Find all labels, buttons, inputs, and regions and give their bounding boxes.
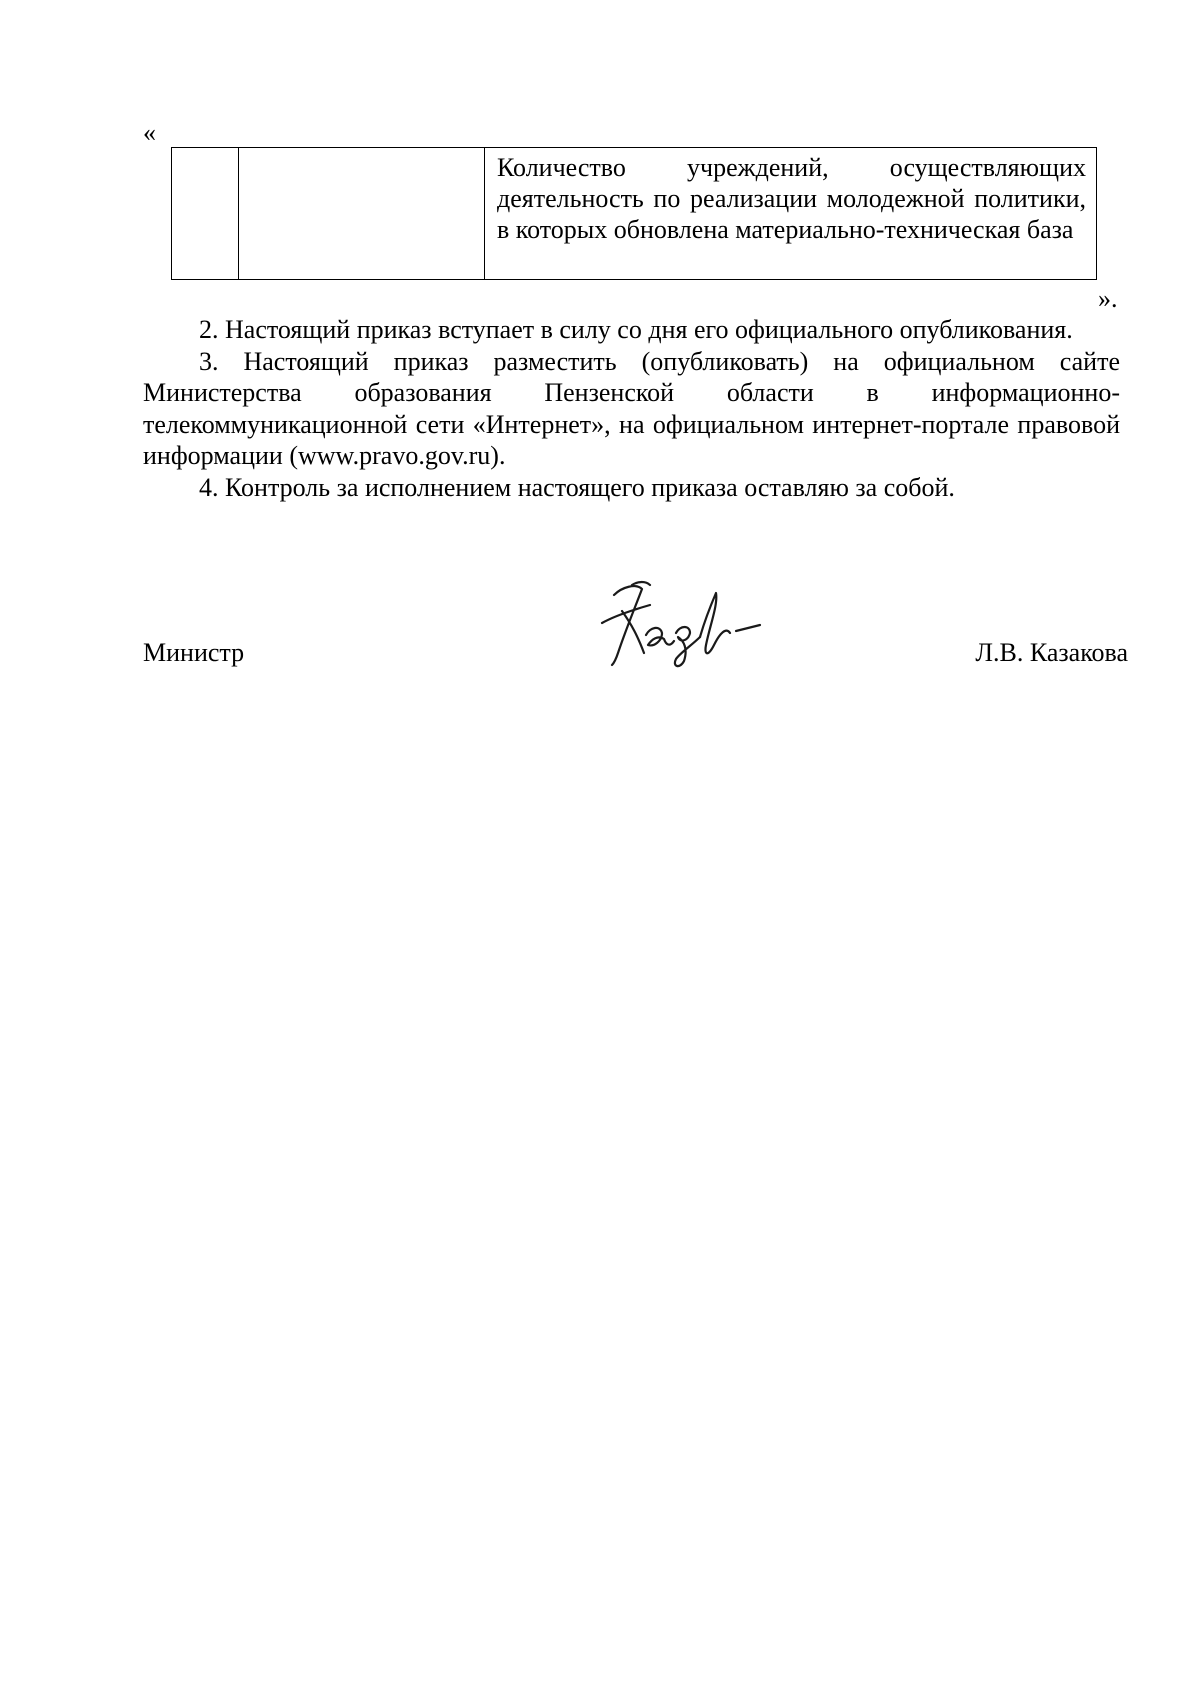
signature-block: [143, 636, 1128, 670]
amendment-table: [171, 147, 1097, 280]
table-cell-name: [239, 148, 485, 280]
table-row: [172, 148, 1097, 280]
paragraph-2: 2. Настоящий приказ вступает в силу со дня его официального опубликования.: [199, 315, 1073, 344]
signatory-name: Л.В. Казакова: [975, 638, 1128, 667]
opening-quote-mark: «: [143, 118, 156, 147]
table-cell-indicator: Количество учреждений, осуществляющих деятельность по реализации молодежной политики, в которых обновлена материально-техническая база: [485, 148, 1097, 280]
paragraph-3: 3. Настоящий приказ разместить (опубликовать) на официальном сайте Министерства образования Пензенской области в информационно-телекоммуникационной сети «Интернет», на официальном интернет-портале правовой информации (www.pravo.gov.ru).: [143, 346, 1120, 470]
table-cell-number: [172, 148, 239, 280]
order-body: [143, 314, 1120, 503]
signatory-title: Министр: [143, 638, 245, 667]
paragraph-4: 4. Контроль за исполнением настоящего приказа оставляю за собой.: [199, 472, 955, 502]
closing-quote-mark: ».: [1098, 284, 1118, 313]
